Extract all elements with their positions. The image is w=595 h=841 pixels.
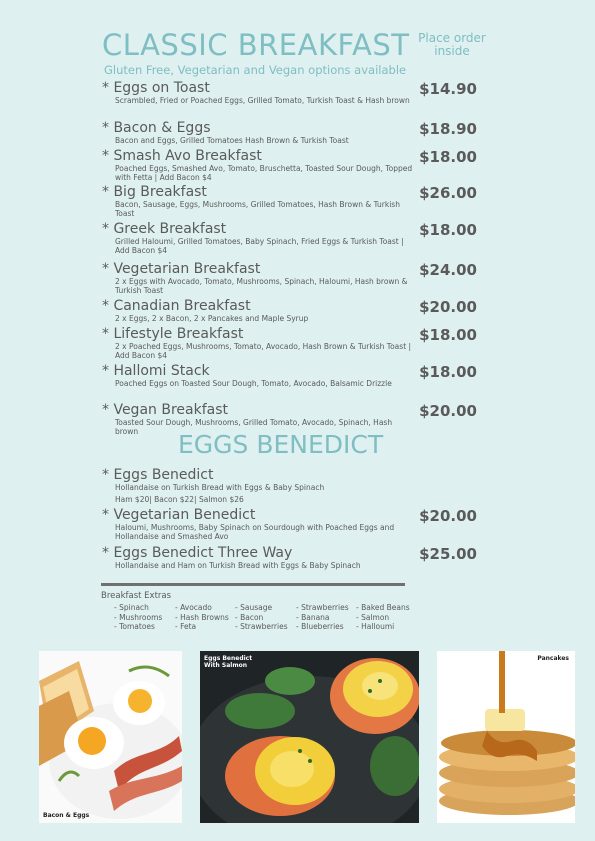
divider <box>101 583 405 586</box>
menu-item <box>102 545 477 570</box>
order-note: Place order inside <box>418 31 486 58</box>
item-name: * Eggs Benedict <box>102 467 214 483</box>
item-options: Ham $20| Bacon $22| Salmon $26 <box>115 495 244 504</box>
item-name: * Greek Breakfast <box>102 221 227 237</box>
extra-item: - Bacon <box>235 612 264 622</box>
menu-title: CLASSIC BREAKFAST <box>102 28 410 62</box>
menu-item <box>102 184 477 218</box>
item-name: * Vegetarian Benedict <box>102 507 256 523</box>
extras-column <box>356 603 410 632</box>
menu-item <box>102 507 477 541</box>
item-description: 2 x Poached Eggs, Mushrooms, Tomato, Avocado, Hash Brown & Turkish Toast | Add Bacon $4 <box>115 342 412 360</box>
item-description: 2 x Eggs with Avocado, Tomato, Mushrooms, Spinach, Haloumi, Hash brown & Turkish Toast <box>115 277 408 295</box>
menu-item <box>102 148 477 182</box>
item-name: * Vegan Breakfast <box>102 402 228 418</box>
item-name: * Canadian Breakfast <box>102 298 251 314</box>
item-description: Toasted Sour Dough, Mushrooms, Grilled Tomato, Avocado, Spinach, Hash brown <box>115 418 393 436</box>
item-name: * Eggs on Toast <box>102 80 210 96</box>
extras-title: Breakfast Extras <box>101 591 172 601</box>
item-name: * Lifestyle Breakfast <box>102 326 244 342</box>
extra-item: - Halloumi <box>356 622 395 631</box>
item-price: $18.00 <box>419 326 477 344</box>
item-price: $18.00 <box>419 148 477 166</box>
item-price: $18.00 <box>419 221 477 239</box>
photo-eggs-benedict-salmon <box>200 651 419 823</box>
extra-item: - Blueberries <box>296 622 344 631</box>
item-description: Poached Eggs on Toasted Sour Dough, Tomato, Avocado, Balsamic Drizzle <box>115 379 392 388</box>
section-title-eggs-benedict: EGGS BENEDICT <box>178 430 384 459</box>
menu-item <box>102 298 477 323</box>
menu-item <box>102 120 477 145</box>
item-name: * Vegetarian Breakfast <box>102 261 261 277</box>
item-description: Hollandaise on Turkish Bread with Eggs & Baby Spinach <box>115 483 325 492</box>
extras-column <box>175 603 229 632</box>
extra-item: - Tomatoes <box>114 622 155 631</box>
menu-item <box>102 221 477 255</box>
photo-bacon-eggs <box>39 651 182 823</box>
item-description: Poached Eggs, Smashed Avo, Tomato, Bruschetta, Toasted Sour Dough, Topped with Fetta | Add Bacon $4 <box>115 164 413 182</box>
extra-item: - Salmon <box>356 612 390 622</box>
item-name: * Smash Avo Breakfast <box>102 148 262 164</box>
item-price: $26.00 <box>419 184 477 202</box>
item-description: Grilled Haloumi, Grilled Tomatoes, Baby Spinach, Fried Eggs & Turkish Toast | Add Bacon $4 <box>115 237 404 255</box>
menu-item <box>102 80 477 105</box>
pancakes-illustration <box>437 651 575 823</box>
item-price: $18.90 <box>419 120 477 138</box>
item-name: * Big Breakfast <box>102 184 207 200</box>
item-name: * Hallomi Stack <box>102 363 210 379</box>
extra-item: - Banana <box>296 612 330 622</box>
item-description: Bacon and Eggs, Grilled Tomatoes Hash Brown & Turkish Toast <box>115 136 349 145</box>
extra-item: - Sausage <box>235 603 273 612</box>
item-description: Hollandaise and Ham on Turkish Bread with Eggs & Baby Spinach <box>115 561 361 570</box>
bacon-eggs-illustration <box>39 651 182 823</box>
menu-item <box>102 326 477 360</box>
item-name: * Eggs Benedict Three Way <box>102 545 293 561</box>
photo-caption: Bacon & Eggs <box>43 812 90 819</box>
photo-pancakes <box>437 651 575 823</box>
item-description: Scrambled, Fried or Poached Eggs, Grilled Tomato, Turkish Toast & Hash brown <box>115 96 410 105</box>
photo-caption: Pancakes <box>537 655 569 662</box>
menu-subtitle: Gluten Free, Vegetarian and Vegan options available <box>104 63 407 77</box>
extra-item: - Mushrooms <box>114 612 163 622</box>
item-price: $24.00 <box>419 261 477 279</box>
item-price: $20.00 <box>419 402 477 420</box>
extra-item: - Feta <box>175 622 197 631</box>
menu-item <box>102 261 477 295</box>
eggs-benedict-illustration <box>200 651 419 823</box>
extra-item: - Spinach <box>114 603 149 612</box>
item-price: $20.00 <box>419 298 477 316</box>
item-description: 2 x Eggs, 2 x Bacon, 2 x Pancakes and Maple Syrup <box>115 314 309 323</box>
extra-item: - Baked Beans <box>356 603 410 612</box>
extra-item: - Hash Browns <box>175 612 229 622</box>
extra-item: - Strawberries <box>296 603 349 612</box>
extras-column <box>114 603 162 632</box>
menu-item <box>102 467 477 504</box>
extra-item: - Avocado <box>175 603 212 612</box>
menu-item <box>102 363 477 388</box>
item-price: $20.00 <box>419 507 477 525</box>
photo-caption: Eggs Benedict With Salmon <box>204 655 253 669</box>
item-price: $25.00 <box>419 545 477 563</box>
item-name: * Bacon & Eggs <box>102 120 211 136</box>
extras-column <box>235 603 288 632</box>
extras-column <box>296 603 349 632</box>
item-price: $18.00 <box>419 363 477 381</box>
item-description: Bacon, Sausage, Eggs, Mushrooms, Grilled Tomatoes, Hash Brown & Turkish Toast <box>115 200 400 218</box>
extra-item: - Strawberries <box>235 622 288 631</box>
item-price: $14.90 <box>419 80 477 98</box>
item-description: Haloumi, Mushrooms, Baby Spinach on Sourdough with Poached Eggs and Hollandaise and Smashed Avo <box>115 523 395 541</box>
